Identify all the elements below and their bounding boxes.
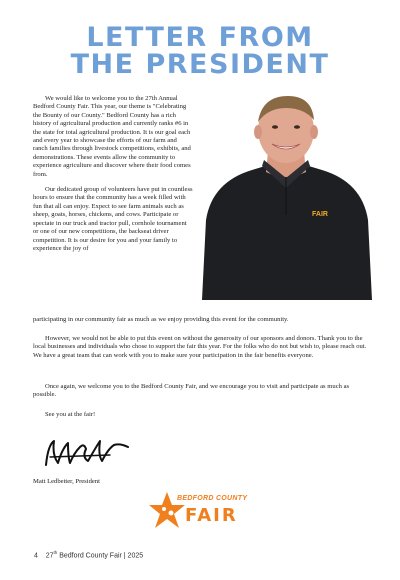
paragraph-volunteers: Our dedicated group of volunteers have put in countless hours to ensure that the community has a week filled with fun that all can enjoy. Expect to see farm animals such as sheep, goats, horses, chickens, and cows. Participate or spectate in our truck and tractor pull, cornhole tournament or one of our new competitions, the backseat driver competition. It is our desire for you and your family to experience the joy of (33, 186, 193, 252)
continuation-text: participating in our community fair as much as we enjoy providing this event for the community. (33, 316, 289, 323)
signer-name: Matt Ledbetter, President (33, 478, 100, 485)
signature (40, 435, 132, 471)
title-line-1: LETTER FROM (86, 22, 314, 53)
edition-text: Bedford County Fair | 2025 (59, 552, 144, 560)
title-line-2: THE PRESIDENT (70, 49, 330, 80)
footer (34, 550, 143, 559)
paragraph-continuation (33, 316, 373, 324)
closing-line: See you at the fair! (45, 411, 96, 418)
page-number: 4 (34, 552, 38, 560)
closing-block (33, 411, 373, 419)
intro-column (33, 95, 193, 253)
edition-number: 27 (45, 552, 54, 560)
svg-text:FAIR: FAIR (312, 211, 328, 218)
logo-fair-text: FAIR (185, 505, 238, 526)
paragraph-sponsors: However, we would not be able to put this event on without the generosity of our sponsors and donors. Thank you to the local businesses and individuals who chose to support the fair this year. For the folks who do not but wish to, please reach out. We have a great team that can work with you to make sure your participation in the fair benefits everyone. (33, 335, 367, 359)
page-title (0, 24, 400, 78)
paragraph-welcome-intro: We would like to welcome you to the 27th Annual Bedford County Fair. This year, our theme is "Celebrating the Bounty of our County." Bedford County has a rich history of agricultural production and currently ranks #6 in the state for total agricultural production. It is our goal each and every year to showcase the efforts of our farm and ranch families through livestock competitions, exhibits, and demonstrations. These events allow the community to experience agriculture and discover where their food comes from. (33, 95, 191, 178)
fair-logo (147, 490, 257, 534)
logo-county-text: BEDFORD COUNTY (177, 495, 248, 502)
paragraph-welcome: Once again, we welcome you to the Bedford County Fair, and we encourage you to visit and participate as much as possible. (33, 383, 350, 399)
paragraph-welcome-block (33, 383, 373, 400)
paragraph-sponsors-block (33, 335, 373, 360)
president-photo (192, 90, 380, 300)
edition-suffix: th (53, 550, 58, 555)
